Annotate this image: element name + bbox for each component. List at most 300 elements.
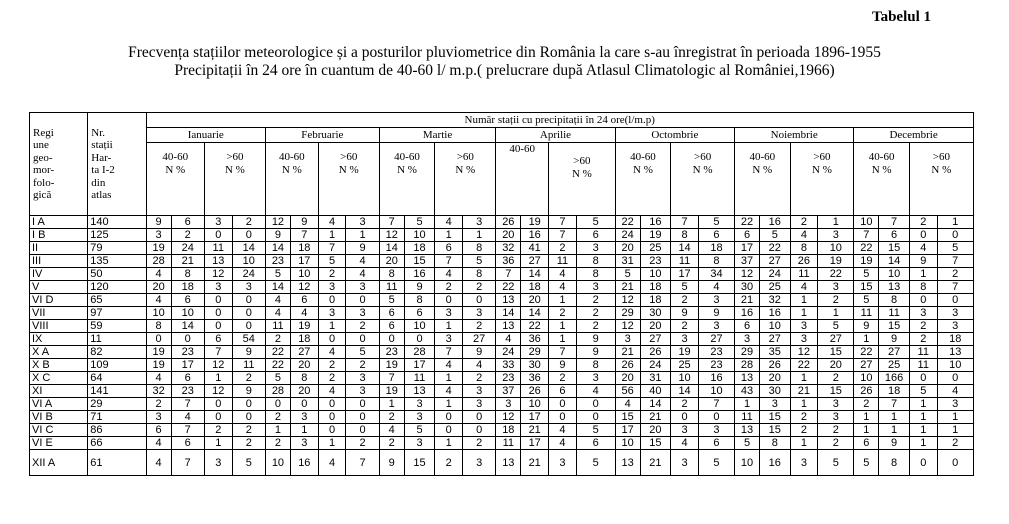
percent-cell: 15 bbox=[404, 450, 435, 476]
percent-cell: 18 bbox=[290, 242, 318, 255]
count-cell: 4 bbox=[615, 398, 640, 411]
count-cell: 36 bbox=[496, 255, 521, 268]
percent-cell: 24 bbox=[232, 268, 265, 281]
percent-cell: 21 bbox=[171, 255, 204, 268]
station-count-header-line: stații bbox=[91, 139, 113, 151]
count-cell: 2 bbox=[790, 216, 818, 229]
range-over-60-header-text: >60 bbox=[226, 151, 244, 163]
count-cell: 13 bbox=[496, 450, 521, 476]
count-cell: 15 bbox=[854, 281, 879, 294]
count-cell: 2 bbox=[909, 320, 937, 333]
count-cell: 2 bbox=[909, 333, 937, 346]
region-header-line: Regi bbox=[33, 126, 54, 139]
percent-cell: 8 bbox=[171, 268, 204, 281]
percent-cell: 3 bbox=[576, 281, 615, 294]
count-cell: 3 bbox=[790, 450, 818, 476]
percent-cell: 26 bbox=[521, 385, 549, 398]
count-cell: 7 bbox=[379, 372, 404, 385]
table-row bbox=[30, 320, 974, 333]
percent-cell: 54 bbox=[232, 333, 265, 346]
percent-cell: 5 bbox=[698, 216, 734, 229]
table-row bbox=[30, 424, 974, 437]
count-cell: 31 bbox=[615, 255, 640, 268]
count-cell: 1 bbox=[379, 398, 404, 411]
percent-cell: 24 bbox=[760, 268, 791, 281]
count-cell: 5 bbox=[318, 255, 346, 268]
percent-cell: 0 bbox=[576, 398, 615, 411]
count-cell: 28 bbox=[735, 359, 760, 372]
count-cell: 6 bbox=[549, 385, 577, 398]
percent-cell: 8 bbox=[463, 268, 496, 281]
region-header-line: mor- bbox=[33, 164, 55, 176]
range-40-60-header-text: N % bbox=[281, 164, 302, 176]
count-cell: 22 bbox=[265, 346, 290, 359]
percent-cell: 30 bbox=[760, 385, 791, 398]
region-cell: VI B bbox=[30, 411, 88, 424]
count-cell: 2 bbox=[671, 294, 699, 307]
percent-cell: 8 bbox=[698, 255, 734, 268]
range-40-60-header bbox=[854, 143, 910, 216]
percent-cell: 1 bbox=[879, 424, 910, 437]
percent-cell: 15 bbox=[818, 385, 854, 398]
count-cell: 13 bbox=[496, 294, 521, 307]
range-40-60-header bbox=[265, 143, 318, 216]
range-over-60-header-text: >60 bbox=[340, 151, 358, 163]
station-count-header-line: atlas bbox=[91, 189, 112, 201]
region-header-line: une bbox=[33, 139, 49, 151]
percent-cell: 7 bbox=[937, 255, 973, 268]
range-over-60-header bbox=[435, 143, 496, 216]
count-cell: 1 bbox=[909, 398, 937, 411]
month-header: Octombrie bbox=[615, 128, 734, 143]
percent-cell: 6 bbox=[879, 229, 910, 242]
percent-cell: 0 bbox=[937, 294, 973, 307]
range-40-60-header-text: N % bbox=[871, 164, 892, 176]
count-cell: 8 bbox=[790, 242, 818, 255]
count-cell: 6 bbox=[379, 307, 404, 320]
count-cell: 10 bbox=[146, 307, 171, 320]
range-40-60-header-text: 40-60 bbox=[868, 151, 895, 163]
percent-cell: 23 bbox=[698, 346, 734, 359]
percent-cell: 30 bbox=[640, 307, 671, 320]
count-cell: 13 bbox=[204, 255, 232, 268]
percent-cell: 1 bbox=[346, 229, 379, 242]
percent-cell: 18 bbox=[879, 385, 910, 398]
count-cell: 1 bbox=[909, 268, 937, 281]
range-over-60-header bbox=[318, 143, 379, 216]
percent-cell: 15 bbox=[760, 424, 791, 437]
count-cell: 14 bbox=[671, 385, 699, 398]
percent-cell: 11 bbox=[404, 372, 435, 385]
region-cell: VIII bbox=[30, 320, 88, 333]
april-range-over-60-header bbox=[549, 143, 616, 216]
percent-cell: 0 bbox=[463, 294, 496, 307]
count-cell: 11 bbox=[735, 411, 760, 424]
station-count-header bbox=[88, 113, 146, 216]
count-cell: 20 bbox=[146, 281, 171, 294]
percent-cell: 14 bbox=[640, 398, 671, 411]
table-row bbox=[30, 281, 974, 294]
percent-cell: 6 bbox=[404, 307, 435, 320]
station-count-cell: 141 bbox=[88, 385, 146, 398]
station-count-header-line: ta I-2 bbox=[91, 164, 115, 176]
april-range-40-60-header-text: 40-60 bbox=[509, 143, 536, 155]
percent-cell: 0 bbox=[346, 424, 379, 437]
table-row bbox=[30, 333, 974, 346]
percent-cell: 2 bbox=[576, 320, 615, 333]
region-cell: IX bbox=[30, 333, 88, 346]
count-cell: 5 bbox=[379, 294, 404, 307]
percent-cell: 10 bbox=[404, 229, 435, 242]
percent-cell: 10 bbox=[937, 359, 973, 372]
percent-cell: 1 bbox=[937, 411, 973, 424]
station-count-cell: 135 bbox=[88, 255, 146, 268]
percent-cell: 36 bbox=[521, 372, 549, 385]
count-cell: 19 bbox=[146, 359, 171, 372]
count-cell: 14 bbox=[671, 242, 699, 255]
range-over-60-header-text: >60 bbox=[693, 151, 712, 163]
percent-cell: 3 bbox=[404, 411, 435, 424]
percent-cell: 10 bbox=[818, 242, 854, 255]
count-cell: 2 bbox=[318, 268, 346, 281]
percent-cell: 0 bbox=[937, 229, 973, 242]
percent-cell: 0 bbox=[232, 307, 265, 320]
count-cell: 3 bbox=[615, 333, 640, 346]
region-header bbox=[30, 113, 88, 216]
count-cell: 23 bbox=[379, 346, 404, 359]
region-cell: II bbox=[30, 242, 88, 255]
station-count-cell: 65 bbox=[88, 294, 146, 307]
station-count-cell: 82 bbox=[88, 346, 146, 359]
range-over-60-header-text: N % bbox=[931, 164, 952, 176]
percent-cell: 3 bbox=[346, 307, 379, 320]
percent-cell: 166 bbox=[879, 372, 910, 385]
percent-cell: 1 bbox=[937, 424, 973, 437]
region-header-line: folo- bbox=[33, 176, 55, 189]
percent-cell: 24 bbox=[171, 242, 204, 255]
count-cell: 0 bbox=[318, 424, 346, 437]
percent-cell: 27 bbox=[879, 346, 910, 359]
count-cell: 24 bbox=[496, 346, 521, 359]
station-count-header-line: Nr. bbox=[91, 126, 106, 139]
percent-cell: 29 bbox=[521, 346, 549, 359]
count-cell: 1 bbox=[854, 333, 879, 346]
percent-cell: 11 bbox=[232, 359, 265, 372]
percent-cell: 13 bbox=[879, 281, 910, 294]
range-over-60-header-text: N % bbox=[455, 164, 476, 176]
count-cell: 27 bbox=[854, 359, 879, 372]
percent-cell: 23 bbox=[171, 346, 204, 359]
percent-cell: 25 bbox=[640, 242, 671, 255]
count-cell: 12 bbox=[265, 216, 290, 229]
percent-cell: 0 bbox=[232, 411, 265, 424]
count-cell: 1 bbox=[735, 398, 760, 411]
percent-cell: 17 bbox=[521, 411, 549, 424]
percent-cell: 9 bbox=[698, 307, 734, 320]
count-cell: 28 bbox=[146, 255, 171, 268]
count-cell: 11 bbox=[496, 437, 521, 450]
percent-cell: 1 bbox=[879, 411, 910, 424]
range-over-60-header-text: N % bbox=[812, 164, 832, 176]
count-cell: 1 bbox=[435, 229, 463, 242]
percent-cell: 3 bbox=[346, 385, 379, 398]
percent-cell: 8 bbox=[879, 450, 910, 476]
percent-cell: 9 bbox=[232, 346, 265, 359]
percent-cell: 27 bbox=[521, 255, 549, 268]
percent-cell: 10 bbox=[760, 320, 791, 333]
count-cell: 20 bbox=[615, 242, 640, 255]
range-over-60-header bbox=[909, 143, 973, 216]
percent-cell: 21 bbox=[640, 450, 671, 476]
percent-cell: 16 bbox=[521, 229, 549, 242]
percent-cell: 35 bbox=[760, 346, 791, 359]
percent-cell: 19 bbox=[818, 255, 854, 268]
count-cell: 12 bbox=[790, 346, 818, 359]
count-cell: 9 bbox=[549, 359, 577, 372]
count-cell: 26 bbox=[854, 385, 879, 398]
percent-cell: 16 bbox=[760, 307, 791, 320]
count-cell: 11 bbox=[790, 268, 818, 281]
percent-cell: 8 bbox=[576, 359, 615, 372]
count-cell: 4 bbox=[318, 216, 346, 229]
percent-cell: 0 bbox=[404, 333, 435, 346]
title-line-2: Precipitații în 24 ore în cuantum de 40-60 l/ m.p.( prelucrare după Atlasul Climatologic al României,1966) bbox=[174, 62, 835, 79]
count-cell: 3 bbox=[909, 307, 937, 320]
count-cell: 8 bbox=[909, 281, 937, 294]
percent-cell: 3 bbox=[463, 216, 496, 229]
range-over-60-header-text: >60 bbox=[932, 151, 950, 163]
percent-cell: 3 bbox=[576, 242, 615, 255]
month-header: Decembrie bbox=[854, 128, 973, 143]
percent-cell: 22 bbox=[760, 242, 791, 255]
percent-cell: 20 bbox=[818, 359, 854, 372]
count-cell: 1 bbox=[265, 424, 290, 437]
region-cell: XII A bbox=[30, 450, 88, 476]
count-cell: 4 bbox=[265, 294, 290, 307]
station-count-cell: 66 bbox=[88, 437, 146, 450]
count-cell: 21 bbox=[735, 294, 760, 307]
count-cell: 29 bbox=[735, 346, 760, 359]
count-cell: 32 bbox=[496, 242, 521, 255]
percent-cell: 3 bbox=[404, 437, 435, 450]
percent-cell: 3 bbox=[463, 307, 496, 320]
percent-cell: 3 bbox=[290, 411, 318, 424]
count-cell: 0 bbox=[318, 294, 346, 307]
station-count-cell: 120 bbox=[88, 281, 146, 294]
percent-cell: 7 bbox=[290, 229, 318, 242]
count-cell: 1 bbox=[854, 411, 879, 424]
count-cell: 0 bbox=[204, 411, 232, 424]
percent-cell: 2 bbox=[463, 320, 496, 333]
count-cell: 4 bbox=[435, 385, 463, 398]
percent-cell: 9 bbox=[463, 346, 496, 359]
count-cell: 22 bbox=[854, 346, 879, 359]
count-cell: 7 bbox=[204, 346, 232, 359]
percent-cell: 10 bbox=[879, 268, 910, 281]
table-row bbox=[30, 372, 974, 385]
percent-cell: 3 bbox=[937, 398, 973, 411]
percent-cell: 9 bbox=[232, 385, 265, 398]
percent-cell: 15 bbox=[404, 255, 435, 268]
percent-cell: 2 bbox=[346, 359, 379, 372]
count-cell: 28 bbox=[265, 385, 290, 398]
count-cell: 21 bbox=[790, 385, 818, 398]
percent-cell: 16 bbox=[698, 372, 734, 385]
count-cell: 5 bbox=[735, 437, 760, 450]
count-cell: 3 bbox=[146, 411, 171, 424]
region-cell: IV bbox=[30, 268, 88, 281]
table-row bbox=[30, 385, 974, 398]
station-count-cell: 29 bbox=[88, 398, 146, 411]
percent-cell: 6 bbox=[171, 294, 204, 307]
count-cell: 0 bbox=[549, 411, 577, 424]
count-cell: 10 bbox=[854, 372, 879, 385]
station-count-cell: 11 bbox=[88, 333, 146, 346]
percent-cell: 31 bbox=[640, 372, 671, 385]
percent-cell: 17 bbox=[521, 437, 549, 450]
percent-cell: 24 bbox=[640, 359, 671, 372]
count-cell: 4 bbox=[496, 333, 521, 346]
table-row bbox=[30, 346, 974, 359]
count-cell: 37 bbox=[496, 385, 521, 398]
count-cell: 1 bbox=[435, 320, 463, 333]
count-cell: 2 bbox=[790, 424, 818, 437]
region-cell: VI C bbox=[30, 424, 88, 437]
percent-cell: 5 bbox=[576, 216, 615, 229]
percent-cell: 7 bbox=[171, 398, 204, 411]
percent-cell: 15 bbox=[760, 411, 791, 424]
table-row bbox=[30, 216, 974, 229]
station-count-cell: 61 bbox=[88, 450, 146, 476]
count-cell: 14 bbox=[265, 242, 290, 255]
table-row bbox=[30, 307, 974, 320]
count-cell: 32 bbox=[146, 385, 171, 398]
percent-cell: 3 bbox=[818, 229, 854, 242]
percent-cell: 10 bbox=[698, 385, 734, 398]
percent-cell: 20 bbox=[290, 359, 318, 372]
count-cell: 30 bbox=[735, 281, 760, 294]
percent-cell: 1 bbox=[937, 216, 973, 229]
count-cell: 13 bbox=[735, 372, 760, 385]
count-cell: 43 bbox=[735, 385, 760, 398]
percent-cell: 1 bbox=[818, 307, 854, 320]
count-cell: 3 bbox=[496, 398, 521, 411]
count-cell: 6 bbox=[204, 333, 232, 346]
count-cell: 2 bbox=[318, 359, 346, 372]
count-cell: 26 bbox=[615, 359, 640, 372]
count-cell: 19 bbox=[671, 346, 699, 359]
range-over-60-header-text: >60 bbox=[813, 151, 831, 163]
count-cell: 3 bbox=[318, 281, 346, 294]
percent-cell: 6 bbox=[698, 229, 734, 242]
percent-cell: 18 bbox=[290, 333, 318, 346]
percent-cell: 10 bbox=[640, 268, 671, 281]
percent-cell: 9 bbox=[576, 333, 615, 346]
region-cell: XI bbox=[30, 385, 88, 398]
count-cell: 12 bbox=[204, 268, 232, 281]
count-cell: 6 bbox=[735, 229, 760, 242]
percent-cell: 18 bbox=[698, 242, 734, 255]
count-cell: 2 bbox=[549, 372, 577, 385]
count-cell: 19 bbox=[379, 385, 404, 398]
count-cell: 4 bbox=[318, 385, 346, 398]
count-cell: 4 bbox=[435, 216, 463, 229]
count-cell: 11 bbox=[549, 255, 577, 268]
count-cell: 1 bbox=[790, 294, 818, 307]
count-cell: 0 bbox=[909, 450, 937, 476]
percent-cell: 7 bbox=[171, 450, 204, 476]
count-cell: 1 bbox=[318, 229, 346, 242]
table-row bbox=[30, 255, 974, 268]
percent-cell: 20 bbox=[290, 385, 318, 398]
percent-cell: 0 bbox=[346, 411, 379, 424]
percent-cell: 16 bbox=[290, 450, 318, 476]
count-cell: 10 bbox=[615, 437, 640, 450]
station-count-cell: 86 bbox=[88, 424, 146, 437]
count-cell: 10 bbox=[735, 450, 760, 476]
count-cell: 14 bbox=[379, 242, 404, 255]
count-cell: 2 bbox=[671, 398, 699, 411]
region-cell: VII bbox=[30, 307, 88, 320]
range-40-60-header-text: 40-60 bbox=[394, 151, 420, 163]
count-cell: 8 bbox=[379, 268, 404, 281]
count-cell: 0 bbox=[435, 424, 463, 437]
percent-cell: 3 bbox=[463, 385, 496, 398]
count-cell: 1 bbox=[790, 398, 818, 411]
percent-cell: 6 bbox=[290, 294, 318, 307]
count-cell: 4 bbox=[909, 242, 937, 255]
percent-cell: 18 bbox=[937, 333, 973, 346]
percent-cell: 30 bbox=[521, 359, 549, 372]
percent-cell: 2 bbox=[463, 281, 496, 294]
count-cell: 3 bbox=[549, 450, 577, 476]
percent-cell: 27 bbox=[290, 346, 318, 359]
count-cell: 0 bbox=[204, 307, 232, 320]
count-cell: 12 bbox=[615, 294, 640, 307]
percent-cell: 4 bbox=[576, 385, 615, 398]
percent-cell: 10 bbox=[521, 398, 549, 411]
title-block bbox=[0, 44, 1009, 80]
percent-cell: 5 bbox=[937, 242, 973, 255]
count-cell: 22 bbox=[854, 242, 879, 255]
count-cell: 4 bbox=[146, 450, 171, 476]
count-cell: 3 bbox=[671, 450, 699, 476]
count-cell: 4 bbox=[318, 450, 346, 476]
count-cell: 4 bbox=[318, 346, 346, 359]
table-label: Tabelul 1 bbox=[871, 9, 931, 25]
count-cell: 19 bbox=[854, 255, 879, 268]
station-count-cell: 50 bbox=[88, 268, 146, 281]
count-cell: 7 bbox=[379, 216, 404, 229]
percent-cell: 2 bbox=[346, 320, 379, 333]
count-cell: 3 bbox=[790, 320, 818, 333]
table-row bbox=[30, 411, 974, 424]
percent-cell: 5 bbox=[818, 320, 854, 333]
count-cell: 0 bbox=[204, 320, 232, 333]
count-cell: 15 bbox=[615, 411, 640, 424]
region-cell: VI E bbox=[30, 437, 88, 450]
count-cell: 0 bbox=[146, 333, 171, 346]
percent-cell: 27 bbox=[818, 333, 854, 346]
percent-cell: 8 bbox=[576, 268, 615, 281]
percent-cell: 5 bbox=[818, 450, 854, 476]
percent-cell: 17 bbox=[171, 359, 204, 372]
range-40-60-header-text: N % bbox=[165, 164, 186, 176]
count-cell: 11 bbox=[671, 255, 699, 268]
count-cell: 1 bbox=[435, 372, 463, 385]
percent-cell: 3 bbox=[760, 398, 791, 411]
percent-cell: 32 bbox=[760, 294, 791, 307]
